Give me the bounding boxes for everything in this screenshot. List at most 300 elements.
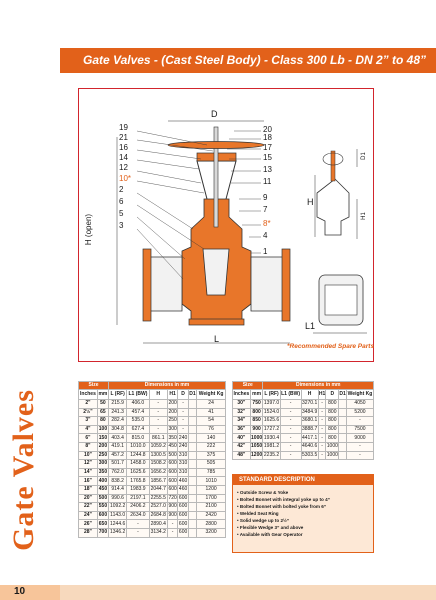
spare-parts-note: *Recommended Spare Parts	[287, 343, 375, 350]
table-cell: 300	[98, 460, 108, 467]
table-cell: 5200	[346, 408, 373, 417]
column-header: L1 (BW)	[127, 390, 149, 400]
table-row	[233, 417, 374, 426]
table-cell-d1	[188, 442, 196, 451]
table-cell: -	[318, 425, 326, 434]
header-bar	[60, 48, 436, 73]
table-cell: 1244.6	[109, 520, 126, 527]
table-cell: -	[178, 408, 188, 417]
table-cell: 6"	[79, 434, 98, 443]
table-cell: 2684.8	[150, 512, 166, 519]
table-cell: 1524.0	[263, 408, 280, 415]
table-cell: 1983.9	[127, 485, 149, 494]
column-header: Weight Kg	[197, 390, 226, 400]
table-cell: 250	[98, 451, 108, 458]
valve-drawing	[78, 88, 374, 362]
table-cell: 403.4	[109, 434, 127, 443]
table-cell: -	[127, 520, 149, 529]
table-cell: 3270.1	[301, 400, 318, 407]
table-cell: 14"	[79, 468, 98, 477]
table-cell: 800	[250, 408, 263, 417]
table-cell: 222	[197, 442, 226, 451]
column-header: L (RF)	[263, 390, 280, 400]
list-item: • Outside Screw & Yoke	[237, 490, 289, 495]
table-cell-d1	[188, 511, 196, 520]
table-cell-d1	[339, 442, 347, 451]
column-header: Inches	[233, 390, 251, 400]
table-cell: 750	[250, 400, 263, 409]
table-cell: 785	[197, 468, 226, 477]
table-cell: 2"	[79, 400, 98, 409]
table-row	[79, 460, 226, 469]
table-cell: 215.9	[109, 400, 127, 409]
table-cell: 2100	[197, 503, 226, 512]
table-cell: 1700	[197, 494, 226, 503]
table-cell: 400	[98, 477, 108, 484]
table-cell: 54	[197, 417, 226, 426]
table-cell: 535.0	[127, 417, 149, 426]
table-cell-d1	[188, 485, 196, 494]
table-cell: 10"	[79, 451, 98, 460]
table-row	[79, 400, 226, 409]
table-cell: 18"	[79, 485, 98, 494]
table-cell: 990.6	[109, 494, 127, 503]
table-cell: 5303.5	[301, 451, 318, 458]
table-cell-d1	[188, 408, 196, 417]
table-cell: 600	[178, 494, 188, 501]
standard-description-title: STANDARD DESCRIPTION	[233, 475, 373, 485]
table-cell: 1050	[251, 443, 263, 450]
table-cell: 914.4	[109, 485, 127, 494]
side-view-stem	[331, 151, 335, 181]
table-cell: 861.1	[149, 434, 167, 443]
table-cell: 1981.2	[263, 443, 280, 450]
table-cell-d1	[339, 408, 347, 417]
table-cell: 310	[178, 469, 188, 476]
table-cell: 41	[197, 408, 226, 417]
table-cell: 850	[250, 417, 263, 426]
table-cell: 450	[98, 486, 108, 493]
table-cell: -	[280, 451, 301, 460]
table-cell: 800	[326, 417, 339, 426]
left-flange	[143, 249, 151, 321]
table-cell: 241.3	[109, 408, 127, 417]
table-cell: 1300.5	[150, 451, 166, 458]
table-cell: 650	[98, 520, 108, 527]
table-cell: 300	[168, 426, 177, 433]
table-cell: 80	[97, 417, 108, 426]
table-cell: 800	[326, 425, 339, 434]
column-header: mm	[97, 390, 108, 400]
table-row	[79, 528, 226, 537]
dim-label-l1: L1	[305, 321, 316, 331]
table-caption-size: Size	[233, 382, 263, 390]
table-cell: 505	[197, 460, 226, 469]
column-header: D	[178, 390, 188, 400]
table-cell: 240	[178, 443, 188, 450]
table-cell: 450	[168, 443, 177, 450]
column-header: D	[326, 390, 339, 400]
table-row	[79, 434, 226, 443]
table-cell: -	[318, 400, 326, 409]
column-header: H	[301, 390, 318, 400]
table-cell: 100	[98, 426, 108, 433]
table-cell: 600	[168, 477, 177, 484]
bottom-base	[189, 319, 244, 325]
table-row	[233, 408, 374, 417]
table-cell: 42"	[233, 442, 251, 451]
side-view-body	[317, 179, 349, 235]
table-cell: -	[178, 417, 188, 426]
table-cell: 1200	[251, 451, 263, 458]
table-cell: 800	[326, 400, 339, 409]
table-row	[79, 520, 226, 529]
table-cell: 1458.0	[127, 460, 149, 469]
table-cell: 28"	[79, 528, 98, 537]
table-cell: 1059.2	[150, 443, 166, 450]
table-caption-dims: Dimensions in mm	[263, 382, 374, 390]
table-cell: 3"	[79, 417, 98, 426]
table-cell: 1625.6	[263, 417, 280, 424]
table-cell: 250	[168, 417, 177, 424]
standard-description-box	[232, 474, 374, 553]
part-number: 2	[119, 185, 124, 194]
part-number: 13	[263, 165, 272, 174]
table-cell-d1	[188, 494, 196, 503]
table-cell: 32"	[233, 408, 251, 417]
table-cell: 24"	[79, 511, 98, 520]
table-row	[79, 468, 226, 477]
column-header: Inches	[79, 390, 98, 400]
table-cell: 3680.1	[301, 417, 318, 424]
table-cell: -	[167, 520, 177, 529]
part-number: 18	[263, 133, 272, 142]
table-cell: 3200	[197, 528, 226, 537]
table-cell: -	[167, 528, 177, 537]
table-cell: 7500	[346, 425, 373, 434]
table-row	[79, 485, 226, 494]
part-number: 9	[263, 193, 268, 202]
table-cell: 240	[178, 434, 188, 441]
table-cell: 600	[178, 520, 188, 527]
table-row	[79, 451, 226, 460]
table-cell: 419.1	[109, 442, 127, 451]
table-row	[79, 425, 226, 434]
table-cell-d1	[188, 460, 196, 469]
right-flange	[282, 249, 290, 321]
list-item: • Solid wedge up to 2½”	[237, 518, 290, 523]
table-cell: 2890.4	[150, 520, 166, 527]
wedge	[203, 249, 229, 295]
table-row	[233, 400, 374, 409]
part-number: 11	[263, 177, 272, 186]
table-row	[233, 434, 374, 443]
table-cell: 20"	[79, 494, 98, 503]
table-cell: 2527.0	[150, 503, 166, 510]
table-cell: 500	[168, 451, 177, 458]
table-cell-d1	[188, 400, 196, 409]
table-cell: 50	[97, 400, 108, 409]
table-cell: 310	[178, 460, 188, 467]
list-item: • Bolted Bonnet with integral yoke up to 4”	[237, 497, 330, 502]
table-cell: 500	[98, 494, 108, 501]
page-title: Gate Valves - (Cast Steel Body) - Class 300 Lb - DN 2” to 48”	[83, 53, 426, 67]
table-cell-d1	[188, 503, 196, 512]
table-cell: 2406.2	[127, 503, 149, 512]
table-cell: 550	[98, 503, 108, 510]
table-cell: 815.0	[127, 434, 149, 443]
butt-weld-body	[325, 285, 357, 315]
table-caption-dims: Dimensions in mm	[109, 382, 226, 390]
table-cell: 600	[168, 460, 177, 467]
table-cell: 1010.0	[127, 442, 149, 451]
table-cell: 1244.8	[127, 451, 149, 460]
table-cell: 460	[178, 477, 188, 484]
table-cell: 2½"	[79, 408, 98, 417]
table-cell: 1397.0	[263, 400, 280, 407]
table-row	[233, 425, 374, 434]
part-number: 10*	[119, 174, 132, 183]
table-row	[79, 408, 226, 417]
column-header: mm	[250, 390, 263, 400]
dim-label-l: L	[214, 334, 220, 344]
list-item: • Flexible Wedge 3” and above	[237, 525, 304, 530]
table-cell: 375	[197, 451, 226, 460]
table-cell: 12"	[79, 460, 98, 469]
table-cell: 1000	[326, 451, 338, 458]
table-row	[79, 503, 226, 512]
table-cell: -	[280, 442, 301, 451]
table-cell: 350	[168, 434, 177, 441]
table-cell: 16"	[79, 477, 98, 486]
part-number: 12	[119, 163, 128, 172]
table-cell: -	[318, 417, 326, 426]
table-caption-size: Size	[79, 382, 109, 390]
table-cell: 2044.7	[150, 486, 166, 493]
table-cell: 2235.2	[263, 451, 280, 458]
dim-label-h: H	[307, 197, 314, 207]
part-number: 7	[263, 205, 268, 214]
table-cell: 457.2	[109, 451, 127, 460]
list-item: • Available with Gear Operator	[237, 532, 303, 537]
table-cell: 762.0	[109, 468, 127, 477]
table-cell: 1508.2	[150, 460, 166, 467]
table-cell-d1	[188, 451, 196, 460]
column-header: H1	[167, 390, 177, 400]
table-cell: 36"	[233, 425, 251, 434]
standard-description-list	[233, 485, 373, 538]
table-cell-d1	[188, 528, 196, 537]
table-cell: 22"	[79, 503, 98, 512]
part-number: 20	[263, 125, 272, 134]
dimensions-table-right	[232, 381, 374, 460]
dim-label-d: D	[211, 109, 218, 119]
table-cell: 627.4	[127, 425, 149, 434]
part-number: 21	[119, 133, 128, 142]
table-cell: -	[149, 417, 167, 426]
table-cell: 2255.5	[150, 494, 166, 501]
table-cell: 600	[168, 469, 177, 476]
table-cell: 40"	[233, 434, 251, 443]
table-cell: 1727.2	[263, 426, 280, 433]
table-cell: -	[178, 425, 188, 434]
table-cell: 200	[98, 443, 108, 450]
table-cell: 350	[98, 469, 108, 476]
table-cell-d1	[188, 434, 196, 443]
table-cell: 200	[168, 408, 177, 415]
table-cell: -	[318, 434, 326, 443]
table-cell-d1	[188, 520, 196, 529]
table-cell: 1010	[197, 477, 226, 486]
table-cell: 30"	[233, 400, 251, 409]
list-item: • Welded Seat Ring	[237, 511, 279, 516]
table-cell: -	[346, 451, 373, 460]
table-cell: 2634.0	[127, 511, 149, 520]
table-cell: 282.4	[109, 417, 127, 426]
table-cell: 600	[98, 512, 108, 519]
table-cell: 9000	[346, 434, 373, 443]
table-row	[79, 417, 226, 426]
table-cell: 26"	[79, 520, 98, 529]
table-cell: 1856.7	[150, 477, 166, 484]
table-cell: 1346.2	[109, 529, 126, 536]
dim-label-h-open: H (open)	[84, 213, 94, 246]
dim-label-d1: D1	[360, 152, 367, 160]
table-cell-d1	[339, 434, 347, 443]
dimensions-table-left	[78, 381, 226, 538]
table-cell: 1000	[251, 434, 263, 441]
table-cell: 800	[326, 434, 339, 443]
table-cell: -	[280, 400, 301, 409]
page-number: 10	[0, 585, 60, 600]
sidebar	[0, 0, 60, 600]
table-row	[233, 451, 374, 460]
sidebar-title: Gate Valves	[7, 389, 40, 551]
table-cell: -	[127, 528, 149, 537]
part-number: 15	[263, 153, 272, 162]
column-header: L1 (BW)	[280, 390, 301, 400]
part-number: 1	[263, 247, 268, 256]
table-cell: 150	[98, 434, 108, 441]
table-cell: 304.8	[109, 425, 127, 434]
table-cell: -	[178, 400, 188, 409]
part-number: 6	[119, 197, 124, 206]
table-cell: 800	[326, 408, 339, 417]
part-number: 8*	[263, 219, 271, 228]
part-number: 3	[119, 221, 124, 230]
table-cell-d1	[188, 468, 196, 477]
table-row	[233, 442, 374, 451]
column-header: Weight Kg	[346, 390, 373, 400]
column-header: H	[149, 390, 167, 400]
table-cell: 600	[178, 503, 188, 510]
table-cell: -	[318, 408, 326, 417]
table-cell: 2420	[197, 511, 226, 520]
table-cell: 1200	[197, 485, 226, 494]
dim-label-h1: H1	[360, 212, 367, 220]
table-cell-d1	[188, 477, 196, 486]
table-cell: -	[280, 408, 301, 417]
table-cell: 2800	[197, 520, 226, 529]
table-cell: 3888.7	[301, 426, 318, 433]
column-header: D1	[188, 390, 196, 400]
table-cell: 48"	[233, 451, 251, 460]
table-cell: 457.4	[127, 408, 149, 417]
table-cell: 600	[178, 512, 188, 519]
table-cell: 24	[197, 400, 226, 409]
table-cell: 3134.2	[150, 529, 166, 536]
table-row	[79, 511, 226, 520]
table-cell: -	[318, 451, 326, 460]
table-cell-d1	[339, 451, 347, 460]
table-cell: -	[149, 400, 167, 409]
table-cell: -	[318, 442, 326, 451]
table-cell-d1	[339, 400, 347, 409]
table-cell: -	[280, 425, 301, 434]
table-cell: 65	[97, 408, 108, 417]
table-cell: 8"	[79, 442, 98, 451]
table-cell: 460	[178, 486, 188, 493]
table-cell: 310	[178, 451, 188, 458]
part-number: 17	[263, 143, 272, 152]
table-cell: 700	[98, 529, 108, 536]
table-cell: 1625.6	[127, 468, 149, 477]
table-cell: 2197.1	[127, 494, 149, 503]
table-row	[79, 477, 226, 486]
table-cell-d1	[339, 417, 347, 426]
table-cell: -	[149, 425, 167, 434]
column-header: D1	[339, 390, 347, 400]
table-cell: 900	[250, 425, 263, 434]
table-cell: 900	[168, 503, 177, 510]
part-number: 14	[119, 153, 128, 162]
table-row	[79, 442, 226, 451]
table-cell: 34"	[233, 417, 251, 426]
table-cell: 501.7	[109, 460, 127, 469]
table-cell-d1	[188, 417, 196, 426]
part-number: 19	[119, 123, 128, 132]
table-cell: 1656.2	[150, 469, 166, 476]
table-cell: -	[149, 408, 167, 417]
table-cell: -	[280, 434, 301, 443]
table-cell: 720	[168, 494, 177, 501]
table-cell: 1092.2	[109, 503, 126, 510]
handwheel	[168, 142, 264, 149]
table-cell: 1000	[326, 443, 338, 450]
table-cell: -	[280, 417, 301, 426]
column-header: L (RF)	[109, 390, 127, 400]
table-cell: 1143.0	[110, 512, 126, 519]
table-cell: -	[346, 442, 373, 451]
table-cell: 4"	[79, 425, 98, 434]
column-header: H1	[318, 390, 326, 400]
table-cell: 1765.8	[127, 477, 149, 486]
table-cell: -	[346, 417, 373, 426]
table-cell: 3484.9	[301, 408, 318, 415]
part-numbers-right	[263, 125, 283, 257]
table-cell-d1	[188, 425, 196, 434]
table-cell: 406.0	[127, 400, 149, 409]
part-number: 16	[119, 143, 128, 152]
table-cell: 4640.6	[301, 443, 318, 450]
table-cell-d1	[339, 425, 347, 434]
table-cell: 600	[168, 486, 177, 493]
part-number: 5	[119, 209, 124, 218]
table-row	[79, 494, 226, 503]
table-cell: 76	[197, 425, 226, 434]
table-cell: 140	[197, 434, 226, 443]
part-numbers-left	[119, 123, 139, 233]
